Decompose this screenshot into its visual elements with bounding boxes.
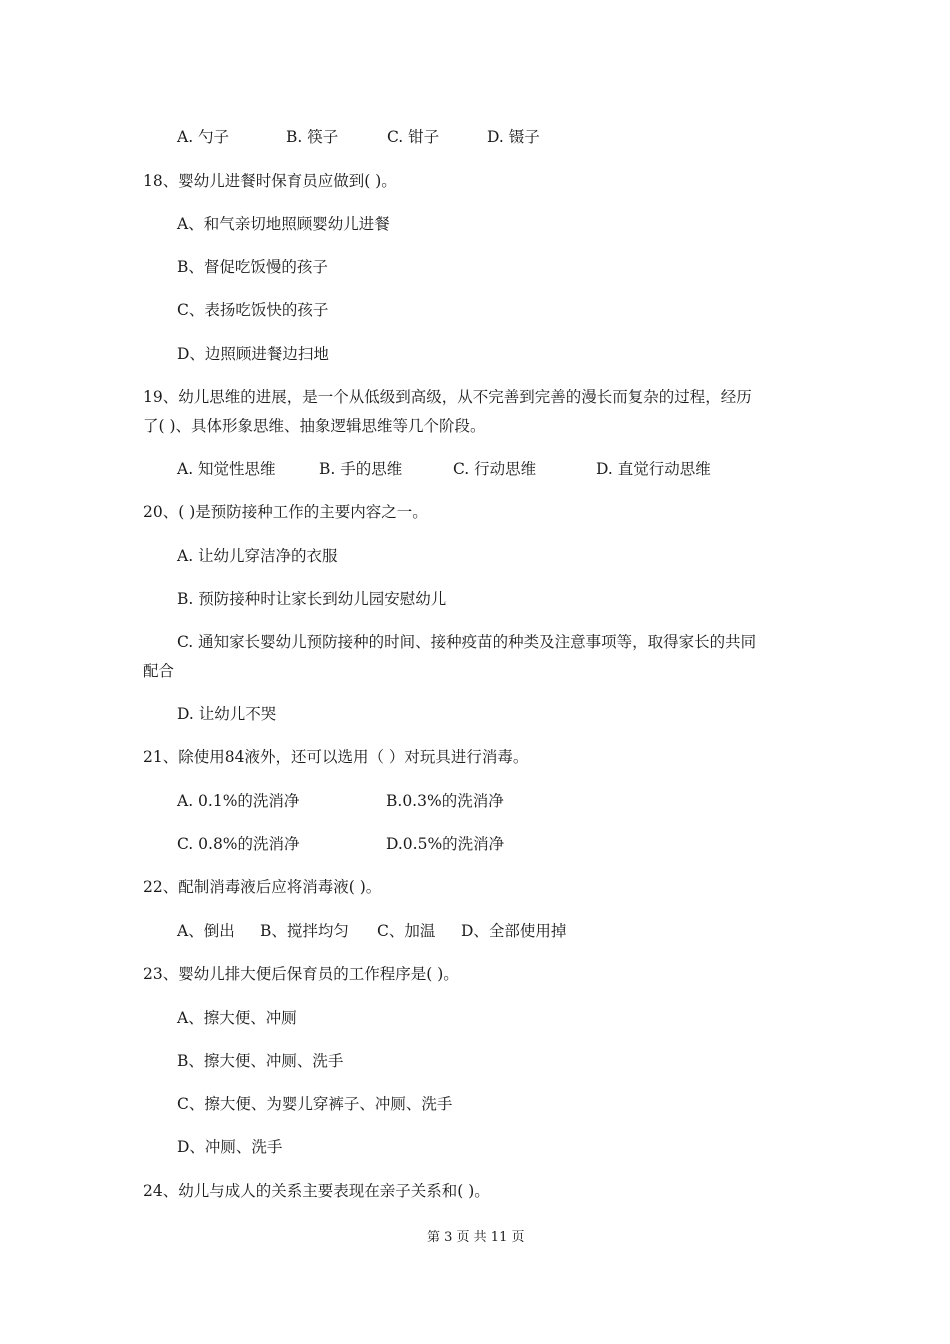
q21-option-b: B.0.3%的洗消净 [386, 792, 504, 810]
q19-option-d: D. 直觉行动思维 [596, 460, 711, 478]
q23-option-c: C、擦大便、为婴儿穿裤子、冲厕、洗手 [177, 1095, 453, 1113]
q22-option-a: A、倒出 [177, 922, 235, 940]
q17-option-c: C. 钳子 [387, 128, 440, 146]
q20-option-a: A. 让幼儿穿洁净的衣服 [177, 547, 338, 565]
q19-stem-line2: 了( )、具体形象思维、抽象逻辑思维等几个阶段。 [143, 417, 486, 435]
q18-stem: 18、婴幼儿进餐时保育员应做到( )。 [143, 172, 397, 190]
q21-option-c: C. 0.8%的洗消净 [177, 835, 300, 853]
q22-option-d: D、全部使用掉 [461, 922, 567, 940]
q19-stem-line1: 19、幼儿思维的进展，是一个从低级到高级，从不完善到完善的漫长而复杂的过程，经历 [143, 388, 752, 406]
q18-option-a: A、和气亲切地照顾婴幼儿进餐 [177, 215, 390, 233]
page-number: 第 3 页 共 11 页 [427, 1230, 525, 1245]
q20-option-b: B. 预防接种时让家长到幼儿园安慰幼儿 [177, 590, 447, 608]
q21-option-a: A. 0.1%的洗消净 [177, 792, 300, 810]
q17-option-b: B. 筷子 [286, 128, 339, 146]
q24-stem: 24、幼儿与成人的关系主要表现在亲子关系和( )。 [143, 1182, 490, 1200]
q18-option-c: C、表扬吃饭快的孩子 [177, 301, 329, 319]
q21-stem: 21、除使用84液外，还可以选用（ ）对玩具进行消毒。 [143, 748, 529, 766]
q19-option-a: A. 知觉性思维 [177, 460, 276, 478]
q17-option-d: D. 镊子 [487, 128, 540, 146]
q20-option-c-line1: C. 通知家长婴幼儿预防接种的时间、接种疫苗的种类及注意事项等，取得家长的共同 [177, 633, 757, 651]
q20-option-c-line2: 配合 [143, 662, 175, 680]
q17-option-a: A. 勺子 [177, 128, 230, 146]
q20-option-d: D. 让幼儿不哭 [177, 705, 277, 723]
q23-option-a: A、擦大便、冲厕 [177, 1009, 297, 1027]
q23-option-b: B、擦大便、冲厕、洗手 [177, 1052, 344, 1070]
q23-option-d: D、冲厕、洗手 [177, 1138, 283, 1156]
q22-option-c: C、加温 [377, 922, 436, 940]
q23-stem: 23、婴幼儿排大便后保育员的工作程序是( )。 [143, 965, 459, 983]
q18-option-b: B、督促吃饭慢的孩子 [177, 258, 328, 276]
q18-option-d: D、边照顾进餐边扫地 [177, 345, 329, 363]
q21-option-d: D.0.5%的洗消净 [386, 835, 505, 853]
q19-option-c: C. 行动思维 [453, 460, 537, 478]
q22-option-b: B、搅拌均匀 [260, 922, 349, 940]
q22-stem: 22、配制消毒液后应将消毒液( )。 [143, 878, 382, 896]
q20-stem: 20、( )是预防接种工作的主要内容之一。 [143, 503, 428, 521]
q19-option-b: B. 手的思维 [319, 460, 403, 478]
